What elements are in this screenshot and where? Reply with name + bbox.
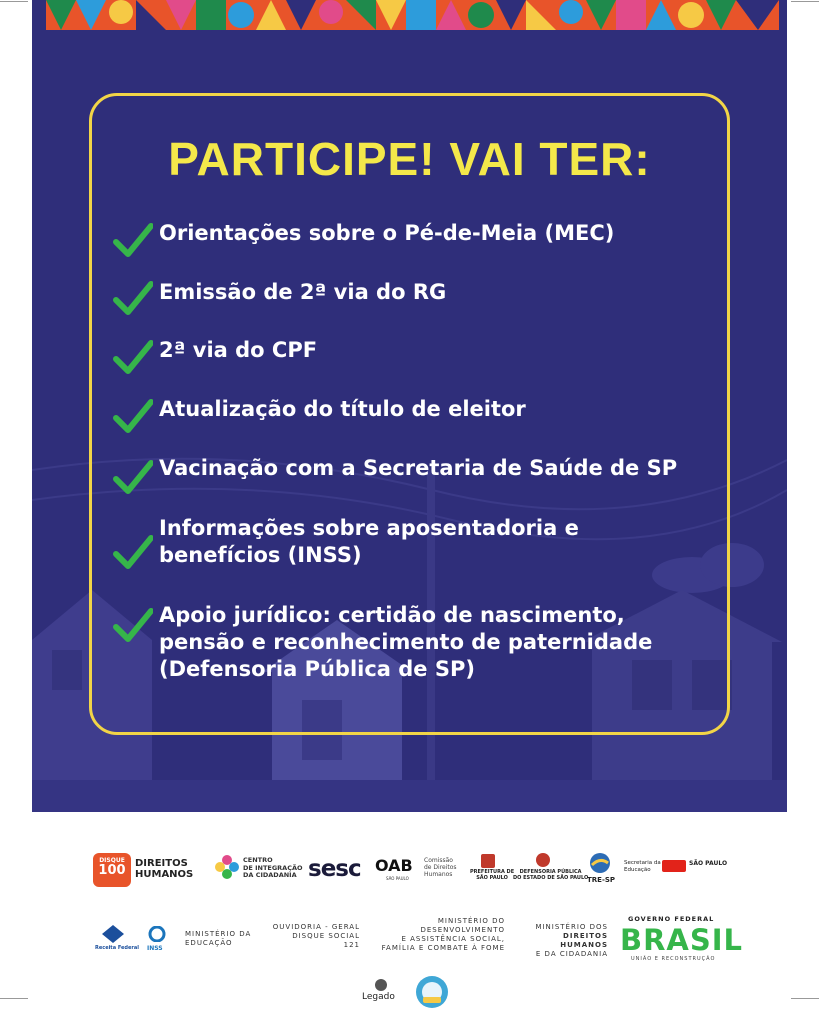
check-icon — [113, 534, 153, 570]
tre-sp-logo: TRE-SP — [587, 876, 616, 884]
item-label: Informações sobre aposentadoria e — [159, 516, 579, 540]
inss-icon — [146, 926, 168, 942]
receita-federal-icon — [102, 925, 124, 943]
legado-icon — [373, 978, 389, 992]
mds-logo: MINISTÉRIO DO DESENVOLVIMENTO E ASSISTÊNCIA SOCIAL, FAMÍLIA E COMBATE À FOME — [381, 917, 505, 952]
brasil-wordmark: BRASIL — [620, 923, 744, 957]
legado-logo: Legado — [362, 992, 395, 1002]
crop-mark — [791, 1, 819, 2]
prefeitura-crest-icon — [481, 854, 495, 868]
item-label: Vacinação com a Secretaria de Saúde de SP — [159, 456, 678, 480]
check-icon — [113, 280, 153, 316]
item-label: pensão e reconhecimento de paternidade — [159, 630, 653, 654]
receita-federal-label: Receita Federal — [95, 945, 139, 951]
item-label: (Defensoria Pública de SP) — [159, 657, 475, 681]
sp-government-mark-icon — [662, 860, 686, 872]
oab-logo: OAB — [375, 856, 413, 875]
governo-federal-label: GOVERNO FEDERAL — [628, 915, 715, 923]
ouvidoria-logo: OUVIDORIA - GERAL DISQUE SOCIAL 121 — [272, 923, 360, 949]
uniao-reconstrucao-label: UNIÃO E RECONSTRUÇÃO — [631, 956, 716, 962]
item-label: Apoio jurídico: certidão de nascimento, — [159, 603, 625, 627]
sp-government-logo: SÃO PAULO — [689, 860, 728, 867]
inss-logo: INSS — [147, 945, 163, 952]
check-icon — [113, 398, 153, 434]
check-icon — [113, 607, 153, 643]
check-icon — [113, 222, 153, 258]
check-icon — [113, 459, 153, 495]
oab-sp-label: SÃO PAULO — [386, 876, 409, 881]
defensoria-crest-icon — [536, 853, 550, 867]
check-icon — [113, 339, 153, 375]
oab-comissao-label: Comissão de Direitos Humanos — [424, 857, 457, 878]
sesc-logo: sesc — [308, 856, 361, 882]
prefeitura-sp-logo: PREFEITURA DE SÃO PAULO — [470, 869, 515, 881]
cic-logo: CENTRO DE INTEGRAÇÃO DA CIDADANIA — [243, 856, 303, 879]
mdh-logo: MINISTÉRIO DOS DIREITOS HUMANOS E DA CIDADANIA — [535, 923, 608, 958]
item-label: Atualização do título de eleitor — [159, 397, 526, 421]
seal-emblem-icon — [415, 975, 449, 1009]
page-title: PARTICIPE! VAI TER: — [168, 133, 651, 185]
defensoria-logo: DEFENSORIA PÚBLICA DO ESTADO DE SÃO PAULO — [513, 869, 589, 881]
crop-mark — [0, 998, 28, 999]
secretaria-educacao-logo: Secretaria da Educação — [624, 860, 661, 873]
item-label: Emissão de 2ª via do RG — [159, 280, 447, 304]
tre-globe-icon — [589, 852, 611, 874]
sponsor-logos — [0, 812, 819, 1024]
direitos-humanos-logo: DIREITOS HUMANOS — [135, 858, 194, 880]
crop-mark — [791, 998, 819, 999]
disque-100-logo: DISQUE 100 — [93, 853, 131, 887]
crop-mark — [0, 1, 28, 2]
mec-logo: MINISTÉRIO DA EDUCAÇÃO — [185, 930, 252, 947]
item-label: benefícios (INSS) — [159, 543, 362, 567]
cic-flower-icon — [214, 854, 240, 880]
item-label: Orientações sobre o Pé-de-Meia (MEC) — [159, 221, 615, 245]
item-label: 2ª via do CPF — [159, 338, 318, 362]
